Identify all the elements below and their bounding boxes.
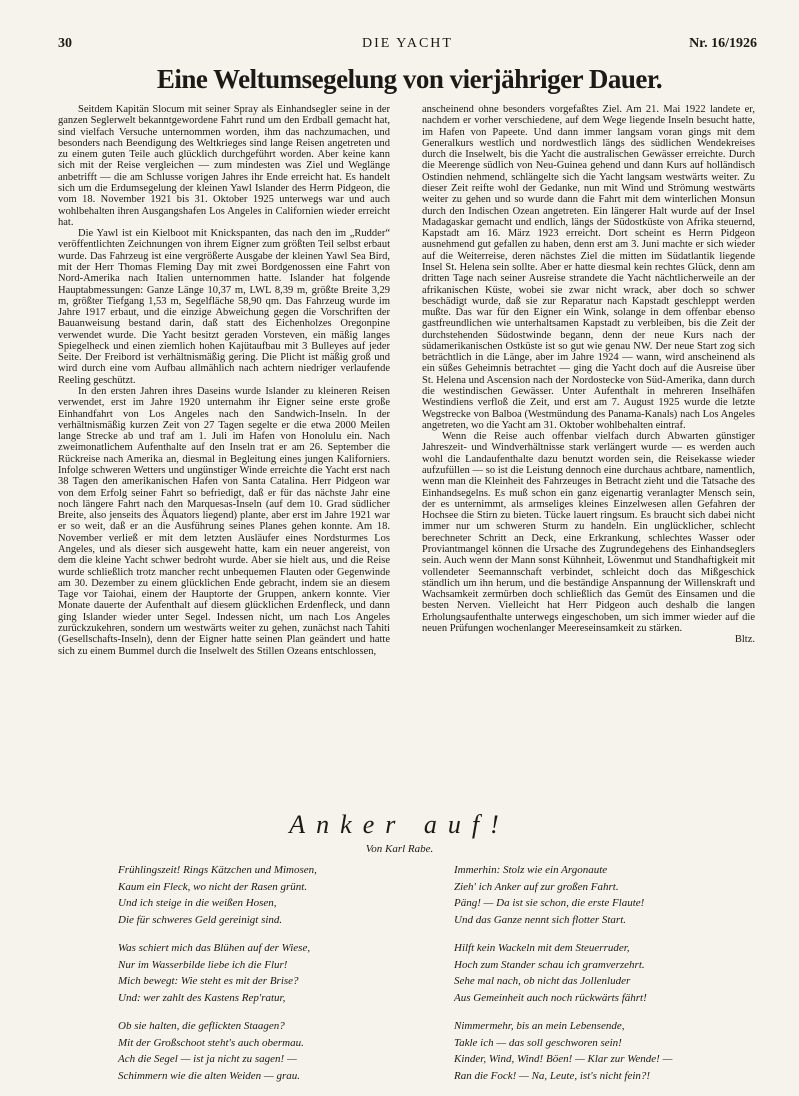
poem-line: Und das Ganze nennt sich flotter Start. <box>454 913 627 926</box>
poem-stanza <box>454 1018 774 1084</box>
article-column-left <box>58 104 390 779</box>
poem-stanza <box>118 940 418 1006</box>
poem-author: Von Karl Rabe. <box>365 843 434 855</box>
poem-line: Aus Gemeinheit auch noch rückwärts fährt! <box>454 991 647 1004</box>
poem-line: Mit der Großschoot steht's auch obermau. <box>118 1036 304 1049</box>
issue-number: Nr. 16/1926 <box>689 36 757 51</box>
page-header <box>58 36 757 54</box>
poem-line: Was schiert mich das Blühen auf der Wiese, <box>118 942 311 954</box>
article-paragraph: Wenn die Reise auch offenbar vielfach durch Abwarten günstiger Jahreszeit- und Windverhältnisse stark verlängert wurde — es werden auch wohl die Landaufenthalte dazu benutzt worden sein, die Reisekasse wieder aufzufüllen — so ist die Leistung dennoch eine durchaus achtbare, namentlich, wenn man die Kleinheit des Fahrzeuges in Betracht zieht und die Tatsache des Einhandsegelns. Es muß schon ein ganz eigenartig veranlagter Mensch sein, der es unternimmt, als armseliges kleines Einzelwesen allen Gefahren der Hochsee die Stirn zu bieten. Tücke lauert ringsum. Es braucht sich dabei nicht immer nur um schweren Sturm zu handeln. Ein unglücklicher, schlecht berechneter Schritt an Deck, eine Erkrankung, schlechtes Wasser oder Proviantmangel können die Ursache des Zugrundegehens des Einhandseglers sein. Auch wenn der Mann sonst Kühnheit, Löwenmut und Standhaftigkeit mit vollendeter Seemannschaft verbindet, schleicht doch das Mißgeschick ständlich um ihn herum, und die beständige Anspannung der Willenskraft und Wachsamkeit zermürben doch schließlich das Gemüt des Einsamen und die besten Nerven. Vielleicht hat Herr Pidgeon auch deshalb die langen Erholungsaufenthalte unterwegs eingeschoben, um sich immer wieder auf die neuen Prüfungen wochenlanger Meereseinsamkeit zu stärken. <box>422 431 755 634</box>
poem-stanza <box>454 862 774 928</box>
article-paragraph: Seitdem Kapitän Slocum mit seiner Spray als Einhandsegler seine in der ganzen Seglerwelt bekanntgewordene Fahrt rund um den Erdball gemacht hat, sind vielfach Versuche unternommen worden, ihm das nachzumachen, und besonders nach Beendigung des Weltkrieges sind lange Reisen angetreten und zu einem guten Teile auch glücklich durchgeführt worden. Aber keine kann sich mit der Reise vergleichen — zum mindesten was Ziel und Weglänge anbetrifft — die am Schlusse vorigen Jahres ihr Ende erreicht hat. Es handelt sich um die Erdumsegelung der kleinen Yawl Islander des Herrn Pidgeon, die vom 18. November 1921 bis 31. Oktober 1925 unterwegs war und auch wohlbehalten ihren Ausgangshafen Los Angeles in Californien wieder erreicht hat. <box>58 104 390 228</box>
poem-stanza <box>454 940 774 1006</box>
poem-stanza <box>118 1018 418 1084</box>
poem-line: Zieh' ich Anker auf zur großen Fahrt. <box>454 880 619 893</box>
article-title: Eine Weltumsegelung von vierjähriger Dauer. <box>156 64 663 94</box>
poem-line: Ran die Fock! — Na, Leute, ist's nicht fein?! <box>454 1069 651 1082</box>
poem-stanza <box>118 862 418 928</box>
poem-line: Und: wer zahlt des Kastens Rep'ratur, <box>118 991 286 1004</box>
poem-line: Frühlingszeit! Rings Kätzchen und Mimosen, <box>118 864 317 876</box>
article-paragraph: anscheinend ohne besonders vorgefaßtes Ziel. Am 21. Mai 1922 landete er, nachdem er vorher verschiedene, auf dem Wege liegende Inseln besucht hatte, im Hafen von Papeete. Und dann immer langsam voran gings mit dem Generalkurs westlich und nordwestlich längs des südlichen Wendekreises durch die Inselwelt, bis die Yacht die australischen Gewässer erreichte. Durch die Meerenge südlich von Neu-Guinea gehend und dann Kurs auf holländisch Ostindien nehmend, schlängelte sich die Yacht langsam westwärts weiter. Zu dieser Zeit reifte wohl der Gedanke, nun mit Wind und Strömung westwärts weiter zu gehen und so wurde dann die Fahrt mit dem winterlichen Monsun durch den Indischen Ozean angetreten. Ein längerer Halt wurde auf der Insel Madagaskar gemacht und endlich, längs der Südostküste von Afrika steuernd, Kapstadt am 16. März 1923 erreicht. Dort scheint es Herrn Pidgeon ausnehmend gut gefallen zu haben, denn erst am 3. Juni machte er sich wieder auf die Weiterreise, deren nächstes Ziel die mitten im Südatlantik liegende Insel St. Helena sein sollte. Aber er hatte diesmal kein rechtes Glück, denn am dritten Tage nach seiner Ausreise strandete die Yacht nächtlicherweile an der afrikanischen Küste, wobei sie zwar nicht wrack, aber doch so schwer beschädigt wurde, daß sie zur Reparatur nach Kapstadt geschleppt werden mußte. Das war für den Eigner ein Wink, solange in dem offenbar ebenso gastfreundlichen wie unterhaltsamen Kapstadt zu verbleiben, bis die Zeit der durchstehenden Südostwinde begann, denn der neue Kurs nach der südamerikanischen Ostküste ist so gut wie genau NW. Der neue Start zog sich beträchtlich in die Länge, aber im Jahre 1924 — wann, wird anscheinend als ein süßes Geheimnis betrachtet — ging die Yacht doch auf die Ausreise über St. Helena und Ascension nach der Nordostecke von Süd-Amerika, dann durch die westindischen Gewässer. Unter Aufenthalt in mehreren Inselhäfen Westindiens verfloß die Zeit, und erst am 7. August 1925 wurde die letzte Wegstrecke von Balboa (Westmündung des Panama-Kanals) nach Los Angeles angetreten, wo die Yacht am 31. Oktober wohlbehalten eintraf. <box>422 104 755 431</box>
article-column-right <box>422 104 755 779</box>
poem-line: Päng! — Da ist sie schon, die erste Flaute! <box>454 897 645 909</box>
poem-line: Kaum ein Fleck, wo nicht der Rasen grünt. <box>118 880 308 893</box>
poem-line: Kinder, Wind, Wind! Böen! — Klar zur Wende! — <box>454 1053 673 1065</box>
author-signature: Bltz. <box>734 634 755 646</box>
poem-line: Ob sie halten, die geflickten Staagen? <box>118 1020 285 1032</box>
journal-title: DIE YACHT <box>362 36 453 51</box>
poem-line: Und ich steige in die weißen Hosen, <box>118 897 277 909</box>
poem-line: Hoch zum Stander schau ich gramverzehrt. <box>454 958 645 971</box>
poem-line: Schimmern wie die alten Weiden — grau. <box>118 1069 300 1082</box>
poem-column-left <box>118 862 418 1096</box>
poem-line: Nimmermehr, bis an mein Lebensende, <box>454 1020 625 1032</box>
poem-line: Mich bewegt: Wie steht es mit der Brise? <box>118 975 299 987</box>
poem-title: Anker auf! <box>289 810 510 839</box>
article-paragraph: Die Yawl ist ein Kielboot mit Knickspanten, das nach den im „Rudder“ veröffentlichten Zeichnungen von ihrem Eigner zum größten Teil selbst erbaut wurde. Das Fahrzeug ist eine vergrößerte Ausgabe der kleinen Yawl Sea Bird, mit der Herr Thomas Fleming Day mit zwei Bordgenossen eine Fahrt von Nord-Amerika nach Italien unternommen hatte. Islander hat folgende Hauptabmessungen: Ganze Länge 10,37 m, LWL 8,39 m, größte Breite 3,29 m, größter Tiefgang 1,53 m, Segelfläche 58,90 qm. Das Fahrzeug wurde im Jahre 1917 erbaut, und die einzige Abweichung gegen die Vorschriften der Bauanweisung bestand darin, daß statt des Eichenholzes Oregonpine verwendet wurde. Die Yacht besitzt geraden Vorsteven, ein mäßig langes Spiegelheck und einen ziemlich hohen Kajütaufbau mit 3 Bulleyes auf jeder Seite. Der Freibord ist verhältnismäßig gering. Die Plicht ist mäßig groß und wird durch eine vom Aufbau allmählich nach achtern niedriger verlaufende Reeling geschützt. <box>58 228 390 386</box>
poem-line: Nur im Wasserbilde liebe ich die Flur! <box>118 958 288 971</box>
poem-line: Immerhin: Stolz wie ein Argonaute <box>454 864 608 876</box>
poem-line: Die für schweres Geld gereinigt sind. <box>118 913 283 926</box>
poem-line: Sehe mal nach, ob nicht das Jollenluder <box>454 975 631 987</box>
page-number: 30 <box>58 36 72 51</box>
poem-line: Hilft kein Wackeln mit dem Steuerruder, <box>454 942 630 954</box>
poem-column-right <box>454 862 774 1096</box>
poem-line: Ach die Segel — ist ja nicht zu sagen! — <box>118 1053 297 1065</box>
article-paragraph: In den ersten Jahren ihres Daseins wurde Islander zu kleineren Reisen verwendet, erst im Jahre 1920 unternahm ihr Eigner seine erste große Einhandfahrt von Los Angeles nach den Sandwich-Inseln. In der verhältnismäßig kurzen Zeit von 27 Tagen segelte er die etwa 2000 Meilen lange Strecke ab und traf am 1. Juli im Hafen von Honolulu ein. Nach zweimonatlichem Aufenthalte auf den Inseln trat er am 26. September die Rückreise nach Amerika an, diesmal in Begleitung eines jungen Kaliforniers. Infolge schweren Wetters und ungünstiger Winde erreichte die Yacht erst nach 38 Tagen den amerikanischen Hafen von Santa Catalina. Herr Pidgeon war von dem Erfolg seiner Fahrt so befriedigt, daß er für das nächste Jahr eine noch längere Fahrt nach den Marquesas-Inseln (auf dem 10. Grad südlicher Breite, also jenseits des Äquators liegend) plante, aber erst im Jahre 1921 war er so weit, daß er an die Ausführung seines Planes gehen konnte. Am 18. November verließ er mit dem letzten Ausläufer eines Nordsturmes Los Angeles, und als dieser sich ausgeweht hatte, kam ein neuer angereist, von dem die kleine Yacht schwer bedroht wurde. Aber sie hielt aus, und die Reise wurde schließlich trotz mancher recht unbequemen Flauten oder Gegenwinde am 30. Dezember zu einem glücklichen Ende gebracht, indem sie an diesem Tage vor Taiohai, einem der Hauptorte der Gruppen, ankern konnte. Vier Monate dauerte der Aufenthalt auf diesem glücklichen Erdenfleck, und dann ging Islander wieder unter Segel. Indessen nicht, um nach Los Angeles zurückzukehren, sondern um westwärts weiter zu gehen, zunächst nach Tahiti (Gesellschafts-Inseln), denn der Eigner hatte seinen Plan geändert und hatte sich zu einem Bummel durch die Inselwelt des Stillen Ozeans entschlossen, <box>58 386 390 657</box>
poem-line: Takle ich — das soll geschworen sein! <box>454 1036 622 1049</box>
